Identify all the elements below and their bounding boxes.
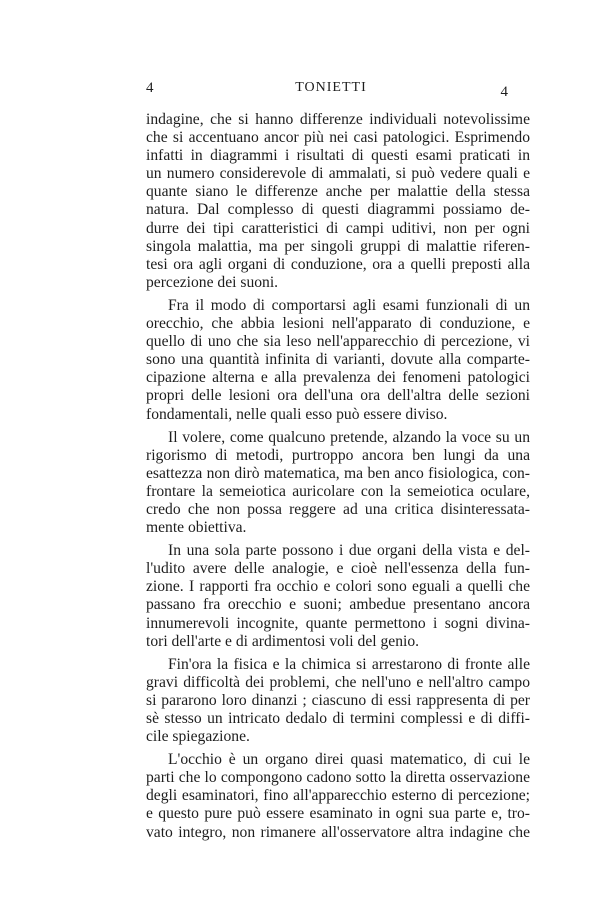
text-line: degli esaminatori, fino all'apparecchio esterno di percezione; (146, 787, 530, 805)
text-line: cile spiegazione. (146, 728, 250, 746)
text-line: esattezza non dirò matematica, ma ben anco fisiologica, con- (146, 464, 530, 482)
body-text (146, 111, 530, 847)
text-line: tesi ora agli organi di conduzione, ora a quelli preposti alla (146, 255, 530, 273)
text-line: cipazione alterna e alla prevalenza dei fenomeni patologici (146, 369, 530, 387)
text-line: tori dell'arte e di ardimentosi voli del genio. (146, 632, 420, 650)
paragraph (146, 429, 530, 538)
page-number-right: 4 (500, 84, 508, 100)
running-title: TONIETTI (295, 80, 367, 95)
text-line: si pararono loro dinanzi ; ciascuno di essi rappresenta di per (146, 691, 530, 709)
text-line: gravi difficoltà dei problemi, che nell'uno e nell'altro campo (146, 673, 530, 691)
text-line: infatti in diagrammi i risultati di questi esami praticati in (146, 147, 530, 165)
text-line: percezione dei suoni. (146, 273, 279, 291)
text-line: Il volere, come qualcuno pretende, alzando la voce su un (168, 428, 530, 446)
paragraph (146, 297, 530, 424)
text-line: Fra il modo di comportarsi agli esami funzionali di un (168, 296, 530, 314)
text-line: In una sola parte possono i due organi della vista e del- (168, 542, 530, 560)
text-line: durre dei tipi caratteristici di campi uditivi, non per ogni (146, 219, 530, 237)
text-line: singola malattia, ma per singoli gruppi di malattie riferen- (146, 237, 530, 255)
text-line: rigorismo di metodi, purtroppo ancora ben lungi da una (146, 446, 530, 464)
paragraph (146, 656, 530, 746)
text-line: sono una quantità infinita di varianti, dovute alla comparte- (146, 351, 530, 369)
text-line: credo che non possa reggere ad una critica disinteressata- (146, 500, 530, 518)
text-line: L'occhio è un organo direi quasi matematico, di cui le (168, 751, 530, 769)
text-line: passano fra orecchio e suoni; ambedue presentano ancora (146, 596, 530, 614)
text-line: e questo pure può essere esaminato in ogni sua parte e, tro- (146, 805, 530, 823)
paragraph (146, 111, 530, 292)
text-line: fondamentali, nelle quali esso può essere diviso. (146, 405, 448, 423)
text-line: natura. Dal complesso di questi diagrammi possiamo de- (146, 201, 530, 219)
text-line: che si accentuano ancor più nei casi patologici. Esprimendo (146, 129, 530, 147)
text-line: vato integro, non rimanere all'osservatore altra indagine che (146, 823, 530, 841)
text-line: parti che lo compongono cadono sotto la diretta osservazione (146, 769, 530, 787)
text-line: zione. I rapporti fra occhio e colori sono eguali a quelli che (146, 578, 530, 596)
text-line: sè stesso un intricato dedalo di termini complessi e di diffi- (146, 710, 530, 727)
page-number-left: 4 (146, 80, 154, 96)
paragraph (146, 542, 530, 651)
text-line: mente obiettiva. (146, 519, 247, 537)
text-line: orecchio, che abbia lesioni nell'apparato di conduzione, e (146, 315, 530, 333)
paragraph (146, 751, 530, 841)
text-line: quello di uno che sia leso nell'apparecchio di percezione, vi (146, 333, 530, 351)
text-line: un numero considerevole di ammalati, si può vedere quali e (146, 165, 530, 183)
text-line: innumerevoli incognite, quante permettono i sogni divina- (146, 614, 530, 632)
text-line: Fin'ora la fisica e la chimica si arrestarono di fronte alle (168, 655, 530, 673)
text-line: propri delle lesioni ora dell'una ora dell'altra delle sezioni (146, 387, 530, 405)
text-line: quante siano le differenze anche per malattie della stessa (146, 183, 530, 201)
running-header (146, 80, 516, 100)
text-line: indagine, che si hanno differenze individuali notevolissime (146, 111, 530, 128)
text-line: l'udito avere delle analogie, e cioè nell'essenza della fun- (146, 560, 530, 578)
text-line: frontare la semeiotica auricolare con la semeiotica oculare, (146, 482, 530, 500)
